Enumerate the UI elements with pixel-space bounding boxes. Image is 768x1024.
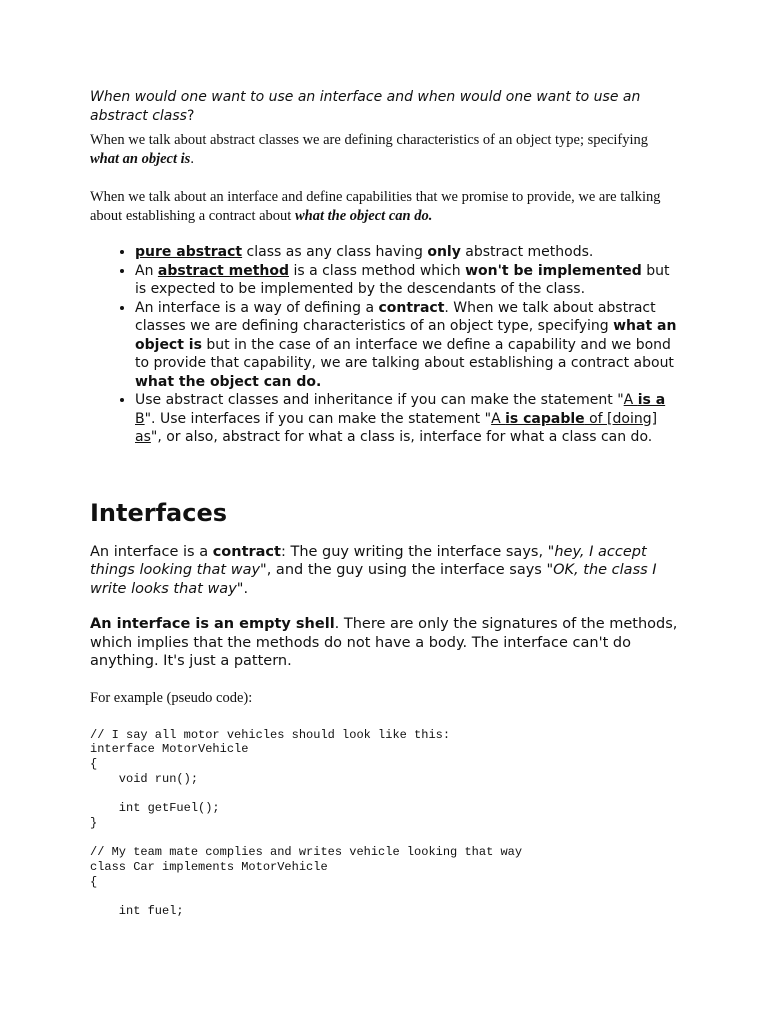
list-item — [135, 262, 680, 299]
b2-pre: An — [135, 262, 158, 279]
contract-pre: An interface is a — [90, 543, 213, 560]
b3-mid: . When we talk about abstract classes we are defining characteristics of an object type, specifying — [135, 299, 656, 334]
section-heading: Interfaces — [90, 498, 228, 527]
pure-abstract-term: pure abstract — [135, 244, 243, 260]
b4-is-capable: is capable — [505, 410, 585, 427]
shell-rest: . There are only the signatures of the methods, which implies that the methods do not have a body. The interface can't do anything. It's just a pattern. — [90, 616, 678, 669]
contract-mid2: ", and the guy using the interface says " — [260, 562, 554, 578]
b3-pre: An interface is a way of defining a — [135, 299, 379, 316]
b4-u2c: of [doing] as — [135, 410, 658, 445]
contract-end: ". — [236, 580, 249, 597]
b3-emph: what an object is — [135, 318, 677, 353]
list-item — [135, 299, 680, 392]
definition-list — [90, 243, 680, 447]
interface-paragraph — [90, 188, 680, 226]
abstract-method-term: abstract method — [157, 262, 289, 279]
code-block: // I say all motor vehicles should look like this: interface MotorVehicle { void run(); int getFuel(); } // My team mate complies and writes vehicle looking that way class Car implements MotorVehicle { int fuel; — [90, 727, 523, 918]
b2-emph: won't be implemented — [465, 262, 642, 279]
b3-contract: contract — [378, 299, 445, 316]
abstract-class-paragraph — [90, 131, 680, 169]
b4-mid: ". Use interfaces if you can make the statement " — [144, 410, 492, 427]
contract-ital2: OK, the class I write looks that way — [90, 562, 657, 597]
b3-emph2: what the object can do. — [135, 373, 322, 390]
abstract-para-end: . — [190, 151, 194, 167]
b4-pre: Use abstract classes and inheritance if you can make the statement " — [135, 392, 624, 408]
b1-text: class as any class having — [242, 244, 428, 260]
b4-u2: A — [491, 410, 506, 427]
list-item — [135, 243, 680, 262]
b4-end: ", or also, abstract for what a class is, interface for what a class can do. — [150, 429, 653, 445]
shell-bold: An interface is an empty shell — [90, 616, 335, 632]
list-item — [135, 391, 680, 447]
b4-is-a: is a — [637, 392, 666, 408]
contract-mid: : The guy writing the interface says, " — [280, 543, 555, 560]
b1-emph: only — [427, 244, 461, 260]
interface-para-emph: what the object can do. — [294, 208, 433, 224]
contract-paragraph — [90, 543, 680, 599]
contract-bold: contract — [212, 543, 281, 560]
b4-u1: A — [623, 392, 638, 408]
empty-shell-paragraph — [90, 615, 680, 671]
document-page — [90, 88, 680, 919]
question-mark: ? — [186, 108, 195, 124]
b1-end: abstract methods. — [460, 244, 594, 260]
b2-end: but is expected to be implemented by the descendants of the class. — [135, 262, 670, 297]
interface-para-text: When we talk about an interface and define capabilities that we promise to provide, we are talking about establishing a contract about — [90, 189, 661, 224]
question-text — [90, 88, 680, 126]
abstract-para-emph: what an object is — [90, 151, 191, 167]
b4-u1c: B — [135, 410, 145, 427]
b3-mid2: but in the case of an interface we define a capability and we bond to provide that capability, we are talking about establishing a contract about — [135, 336, 674, 371]
contract-ital: hey, I accept things looking that way — [90, 543, 647, 578]
b2-mid: is a class method which — [289, 262, 466, 279]
abstract-para-text: When we talk about abstract classes we are defining characteristics of an object type; specifying — [90, 132, 649, 148]
example-label: For example (pseudo code): — [90, 689, 253, 706]
question-main: When would one want to use an interface and when would one want to use an abstract class — [90, 89, 641, 124]
